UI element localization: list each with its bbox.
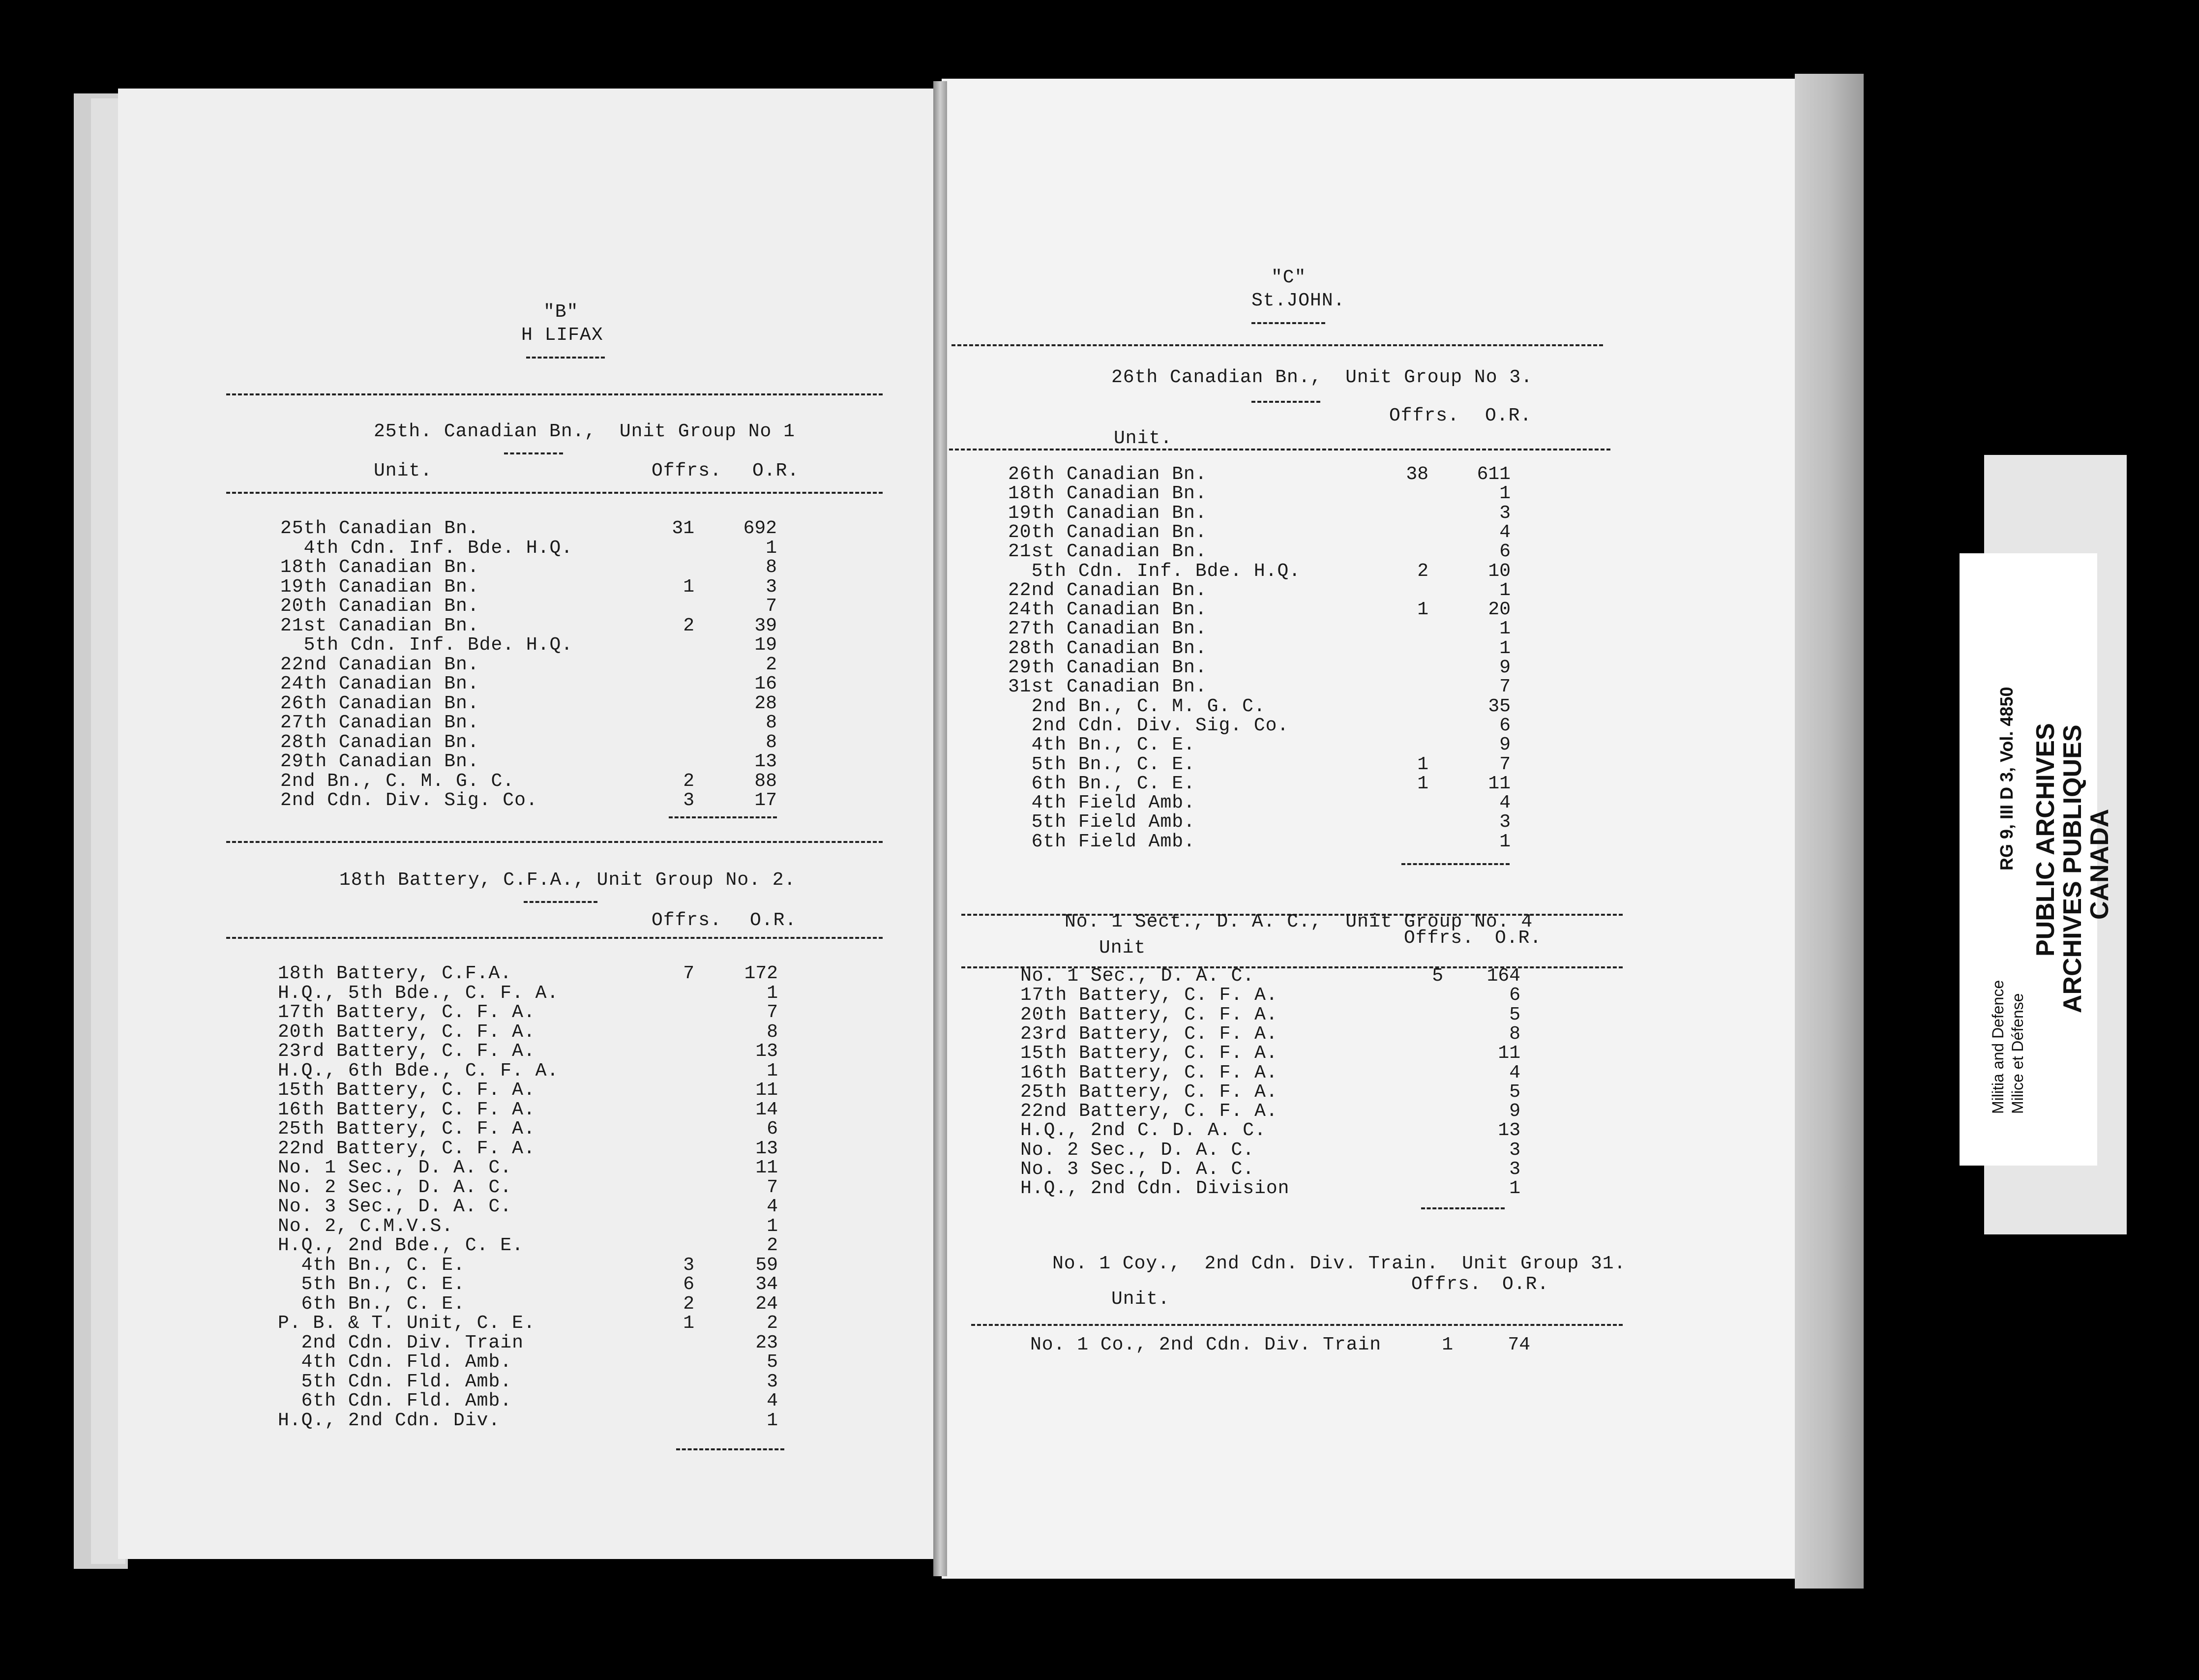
table-row-or: 3 xyxy=(1499,502,1511,524)
table-row-unit: 18th Canadian Bn. xyxy=(280,557,479,578)
table-row-unit: 5th Cdn. Inf. Bde. H.Q. xyxy=(280,634,573,656)
table-row-unit: H.Q., 2nd Cdn. Div. xyxy=(278,1410,501,1431)
table-row-unit: 24th Canadian Bn. xyxy=(280,673,479,694)
department-french: Milice et Défense xyxy=(2009,993,2026,1114)
table-row-or: 11 xyxy=(1498,1043,1520,1064)
table-row-unit: 25th Battery, C. F. A. xyxy=(1020,1081,1278,1103)
table-row-or: 6 xyxy=(1509,985,1520,1006)
table-row-or: 164 xyxy=(1486,965,1520,987)
table-row-unit: 28th Canadian Bn. xyxy=(1008,637,1207,659)
table-row-or: 4 xyxy=(767,1196,778,1217)
divider xyxy=(226,841,883,843)
table-row-unit: 2nd Cdn. Div. Sig. Co. xyxy=(280,790,538,811)
right-subheading: St.JOHN. xyxy=(1251,290,1345,311)
divider xyxy=(226,937,883,939)
table-row-unit: 15th Battery, C. F. A. xyxy=(1020,1043,1278,1064)
table-row-unit: 31st Canadian Bn. xyxy=(1008,676,1207,698)
table-row-or: 8 xyxy=(766,557,777,578)
table-row-or: 24 xyxy=(755,1293,778,1315)
table-row-unit: 22nd Battery, C. F. A. xyxy=(278,1138,535,1159)
table-row-or: 39 xyxy=(754,615,777,636)
divider xyxy=(504,452,563,454)
table-row-or: 2 xyxy=(767,1235,778,1256)
book-spine xyxy=(933,81,947,1576)
table-row-or: 5 xyxy=(1509,1081,1520,1103)
divider xyxy=(226,393,883,395)
divider xyxy=(971,1324,1623,1326)
table-row-unit: 22nd Battery, C. F. A. xyxy=(1020,1101,1278,1122)
table-row-unit: 4th Bn., C. E. xyxy=(1008,734,1195,756)
table-row-unit: 2nd Bn., C. M. G. C. xyxy=(280,770,515,792)
table-row-or: 74 xyxy=(1508,1334,1530,1355)
table-row-unit: No. 2 Sec., D. A. C. xyxy=(278,1176,512,1198)
col-offrs-header: Offrs. xyxy=(652,910,722,931)
left-heading: "B" xyxy=(543,301,579,323)
table-row-unit: 22nd Canadian Bn. xyxy=(280,654,479,675)
table-row-unit: 26th Canadian Bn. xyxy=(1008,464,1207,485)
col-unit-header: Unit xyxy=(1099,937,1146,959)
table-row-or: 8 xyxy=(767,1021,778,1043)
table-row-offrs: 5 xyxy=(1432,965,1443,987)
divider xyxy=(524,901,597,903)
col-unit-header: Unit. xyxy=(374,460,433,481)
table-row-unit: 18th Canadian Bn. xyxy=(1008,483,1207,505)
table-row-or: 3 xyxy=(766,576,777,598)
table-row-or: 1 xyxy=(767,982,778,1004)
table-row-offrs: 1 xyxy=(683,576,694,598)
table-row-unit: No. 3 Sec., D. A. C. xyxy=(1020,1159,1255,1180)
table-row-unit: 23rd Battery, C. F. A. xyxy=(278,1041,535,1062)
table-row-or: 5 xyxy=(767,1351,778,1373)
table-row-or: 13 xyxy=(754,751,777,772)
table-row-unit: H.Q., 2nd C. D. A. C. xyxy=(1020,1120,1266,1141)
table-row-or: 7 xyxy=(1499,753,1511,775)
table-row-or: 6 xyxy=(767,1118,778,1140)
table-row-unit: 4th Field Amb. xyxy=(1008,792,1195,814)
col-or-header: O.R. xyxy=(1502,1274,1549,1295)
col-offrs-header: Offrs. xyxy=(1411,1274,1482,1295)
table-row-or: 6 xyxy=(1499,715,1511,736)
col-unit-header: Unit. xyxy=(1114,428,1173,449)
table-row-or: 1 xyxy=(1499,831,1511,852)
group-31-title: No. 1 Coy., 2nd Cdn. Div. Train. Unit Group 31. xyxy=(1052,1253,1626,1274)
table-row-unit: 29th Canadian Bn. xyxy=(280,751,479,772)
table-row-or: 1 xyxy=(767,1410,778,1431)
table-row-offrs: 2 xyxy=(1417,560,1428,582)
table-row-or: 3 xyxy=(1509,1159,1520,1180)
table-row-or: 34 xyxy=(755,1274,778,1295)
table-row-unit: 27th Canadian Bn. xyxy=(280,712,479,733)
table-row-or: 1 xyxy=(1509,1178,1520,1200)
col-or-header: O.R. xyxy=(752,460,800,481)
table-row-unit: 18th Battery, C.F.A. xyxy=(278,963,512,984)
table-row-unit: H.Q., 6th Bde., C. F. A. xyxy=(278,1060,559,1081)
table-row-or: 611 xyxy=(1477,464,1511,485)
table-row-or: 4 xyxy=(767,1390,778,1411)
archive-name-line2: ARCHIVES PUBLIQUES xyxy=(2058,724,2087,1013)
table-row-or: 2 xyxy=(766,654,777,675)
divider xyxy=(526,357,605,359)
table-row-unit: 24th Canadian Bn. xyxy=(1008,599,1207,621)
table-row-or: 8 xyxy=(766,712,777,733)
table-row-unit: 5th Bn., C. E. xyxy=(1008,753,1195,775)
table-row-or: 3 xyxy=(1509,1139,1520,1161)
table-row-unit: 21st Canadian Bn. xyxy=(1008,541,1207,563)
table-row-offrs: 1 xyxy=(1442,1334,1453,1355)
table-row-unit: 20th Battery, C. F. A. xyxy=(1020,1004,1278,1025)
table-row-or: 7 xyxy=(766,596,777,617)
table-row-or: 1 xyxy=(767,1060,778,1081)
table-row-or: 6 xyxy=(1499,541,1511,563)
table-row-or: 19 xyxy=(754,634,777,656)
table-row-or: 59 xyxy=(755,1254,778,1276)
table-row-or: 692 xyxy=(743,518,777,539)
left-page xyxy=(118,89,937,1559)
table-row-unit: 16th Battery, C. F. A. xyxy=(1020,1062,1278,1083)
table-row-unit: 26th Canadian Bn. xyxy=(280,692,479,714)
archive-reference: RG 9, III D 3, Vol. 4850 xyxy=(1996,687,2017,870)
group-1-title: 25th. Canadian Bn., Unit Group No 1 xyxy=(374,421,795,442)
subtotal-rule xyxy=(669,816,777,818)
table-row-or: 17 xyxy=(754,790,777,811)
table-row-unit: No. 1 Sec., D. A. C. xyxy=(278,1157,512,1178)
table-row-or: 4 xyxy=(1499,792,1511,814)
table-row-offrs: 38 xyxy=(1406,464,1428,485)
table-row-or: 172 xyxy=(744,963,778,984)
table-row-offrs: 1 xyxy=(1417,753,1428,775)
table-row-unit: 4th Cdn. Fld. Amb. xyxy=(278,1351,512,1373)
table-row-unit: 6th Field Amb. xyxy=(1008,831,1195,852)
table-row-unit: 29th Canadian Bn. xyxy=(1008,657,1207,678)
table-row-offrs: 1 xyxy=(683,1313,694,1334)
table-row-or: 9 xyxy=(1509,1101,1520,1122)
table-row-unit: No. 1 Co., 2nd Cdn. Div. Train xyxy=(1030,1334,1382,1355)
table-row-unit: 25th Canadian Bn. xyxy=(280,518,479,539)
table-row-unit: 20th Canadian Bn. xyxy=(280,596,479,617)
divider xyxy=(1251,401,1320,403)
col-or-header: O.R. xyxy=(1495,928,1542,949)
back-cover-board xyxy=(1795,74,1864,1589)
table-row-or: 8 xyxy=(1509,1023,1520,1045)
group-4-title: No. 1 Sect., D. A. C., Unit Group No. 4 xyxy=(1065,911,1533,932)
table-row-unit: No. 3 Sec., D. A. C. xyxy=(278,1196,512,1217)
table-row-or: 1 xyxy=(1499,618,1511,640)
total-rule xyxy=(1421,1207,1505,1209)
divider xyxy=(951,344,1603,346)
table-row-or: 11 xyxy=(755,1080,778,1101)
table-row-unit: 19th Canadian Bn. xyxy=(280,576,479,598)
table-row-or: 9 xyxy=(1499,657,1511,678)
table-row-unit: 6th Cdn. Fld. Amb. xyxy=(278,1390,512,1411)
table-row-unit: 2nd Cdn. Div. Train xyxy=(278,1332,524,1353)
right-heading: "C" xyxy=(1271,267,1307,288)
col-offrs-header: Offrs. xyxy=(1389,405,1459,426)
table-row-or: 8 xyxy=(766,731,777,753)
archive-name-line1: PUBLIC ARCHIVES xyxy=(2031,723,2060,957)
table-row-or: 11 xyxy=(1488,773,1511,794)
table-row-unit: No. 1 Sec., D. A. C. xyxy=(1020,965,1255,987)
table-row-unit: 27th Canadian Bn. xyxy=(1008,618,1207,640)
table-row-unit: 5th Bn., C. E. xyxy=(278,1274,465,1295)
table-row-unit: No. 2, C.M.V.S. xyxy=(278,1215,454,1237)
table-row-or: 7 xyxy=(767,1176,778,1198)
subtotal-rule xyxy=(1401,863,1510,865)
col-offrs-header: Offrs. xyxy=(1404,928,1474,949)
table-row-unit: 2nd Cdn. Div. Sig. Co. xyxy=(1008,715,1289,736)
table-row-offrs: 6 xyxy=(683,1274,694,1295)
group-3-title: 26th Canadian Bn., Unit Group No 3. xyxy=(1111,367,1533,388)
table-row-unit: 2nd Bn., C. M. G. C. xyxy=(1008,695,1266,717)
table-row-or: 3 xyxy=(1499,811,1511,833)
col-offrs-header: Offrs. xyxy=(652,460,722,481)
table-row-unit: 6th Bn., C. E. xyxy=(1008,773,1195,794)
table-row-or: 3 xyxy=(767,1371,778,1392)
table-row-unit: 5th Cdn. Inf. Bde. H.Q. xyxy=(1008,560,1301,582)
table-row-offrs: 2 xyxy=(683,770,694,792)
table-row-or: 14 xyxy=(755,1099,778,1120)
table-row-or: 16 xyxy=(754,673,777,694)
archive-name-line3: CANADA xyxy=(2085,809,2114,920)
table-row-unit: 4th Cdn. Inf. Bde. H.Q. xyxy=(280,537,573,559)
table-row-unit: No. 2 Sec., D. A. C. xyxy=(1020,1139,1255,1161)
table-row-offrs: 1 xyxy=(1417,773,1428,794)
table-row-unit: 15th Battery, C. F. A. xyxy=(278,1080,535,1101)
table-row-offrs: 7 xyxy=(683,963,694,984)
table-row-unit: 5th Field Amb. xyxy=(1008,811,1195,833)
table-row-offrs: 31 xyxy=(672,518,694,539)
table-row-unit: 4th Bn., C. E. xyxy=(278,1254,465,1276)
table-row-offrs: 1 xyxy=(1417,599,1428,621)
table-row-or: 13 xyxy=(755,1138,778,1159)
table-row-or: 88 xyxy=(754,770,777,792)
table-row-or: 4 xyxy=(1499,521,1511,543)
table-row-or: 1 xyxy=(1499,579,1511,601)
table-row-or: 7 xyxy=(767,1002,778,1023)
col-unit-header: Unit. xyxy=(1111,1289,1170,1310)
table-row-unit: 25th Battery, C. F. A. xyxy=(278,1118,535,1140)
table-row-unit: 22nd Canadian Bn. xyxy=(1008,579,1207,601)
table-row-offrs: 2 xyxy=(683,615,694,636)
divider xyxy=(949,449,1610,450)
table-row-unit: 5th Cdn. Fld. Amb. xyxy=(278,1371,512,1392)
col-or-header: O.R. xyxy=(750,910,797,931)
table-row-unit: H.Q., 2nd Cdn. Division xyxy=(1020,1178,1290,1200)
table-row-unit: 6th Bn., C. E. xyxy=(278,1293,465,1315)
table-row-or: 2 xyxy=(767,1313,778,1334)
table-row-or: 10 xyxy=(1488,560,1511,582)
table-row-or: 13 xyxy=(755,1041,778,1062)
table-row-unit: 20th Canadian Bn. xyxy=(1008,521,1207,543)
table-row-or: 23 xyxy=(755,1332,778,1353)
table-row-unit: 21st Canadian Bn. xyxy=(280,615,479,636)
table-row-or: 11 xyxy=(755,1157,778,1178)
table-row-offrs: 3 xyxy=(683,1254,694,1276)
group-2-title: 18th Battery, C.F.A., Unit Group No. 2. xyxy=(339,870,796,891)
table-row-or: 1 xyxy=(1499,483,1511,505)
table-row-or: 9 xyxy=(1499,734,1511,756)
col-or-header: O.R. xyxy=(1485,405,1532,426)
table-row-or: 5 xyxy=(1509,1004,1520,1025)
table-row-or: 7 xyxy=(1499,676,1511,698)
table-row-unit: H.Q., 2nd Bde., C. E. xyxy=(278,1235,524,1256)
total-rule xyxy=(676,1448,784,1450)
table-row-unit: 17th Battery, C. F. A. xyxy=(278,1002,535,1023)
table-row-or: 28 xyxy=(754,692,777,714)
table-row-or: 20 xyxy=(1488,599,1511,621)
table-row-unit: 28th Canadian Bn. xyxy=(280,731,479,753)
table-row-or: 35 xyxy=(1488,695,1511,717)
table-row-unit: H.Q., 5th Bde., C. F. A. xyxy=(278,982,559,1004)
table-row-unit: 17th Battery, C. F. A. xyxy=(1020,985,1278,1006)
table-row-offrs: 3 xyxy=(683,790,694,811)
divider xyxy=(1251,322,1325,324)
table-row-unit: 23rd Battery, C. F. A. xyxy=(1020,1023,1278,1045)
table-row-or: 1 xyxy=(767,1215,778,1237)
table-row-unit: 16th Battery, C. F. A. xyxy=(278,1099,535,1120)
table-row-or: 1 xyxy=(766,537,777,559)
table-row-unit: 20th Battery, C. F. A. xyxy=(278,1021,535,1043)
table-row-or: 1 xyxy=(1499,637,1511,659)
divider xyxy=(226,492,883,494)
table-row-unit: 19th Canadian Bn. xyxy=(1008,502,1207,524)
table-row-or: 4 xyxy=(1509,1062,1520,1083)
table-row-or: 13 xyxy=(1498,1120,1520,1141)
department-english: Militia and Defence xyxy=(1989,980,2007,1114)
table-row-unit: P. B. & T. Unit, C. E. xyxy=(278,1313,535,1334)
table-row-offrs: 2 xyxy=(683,1293,694,1315)
left-subheading: H LIFAX xyxy=(521,325,603,346)
